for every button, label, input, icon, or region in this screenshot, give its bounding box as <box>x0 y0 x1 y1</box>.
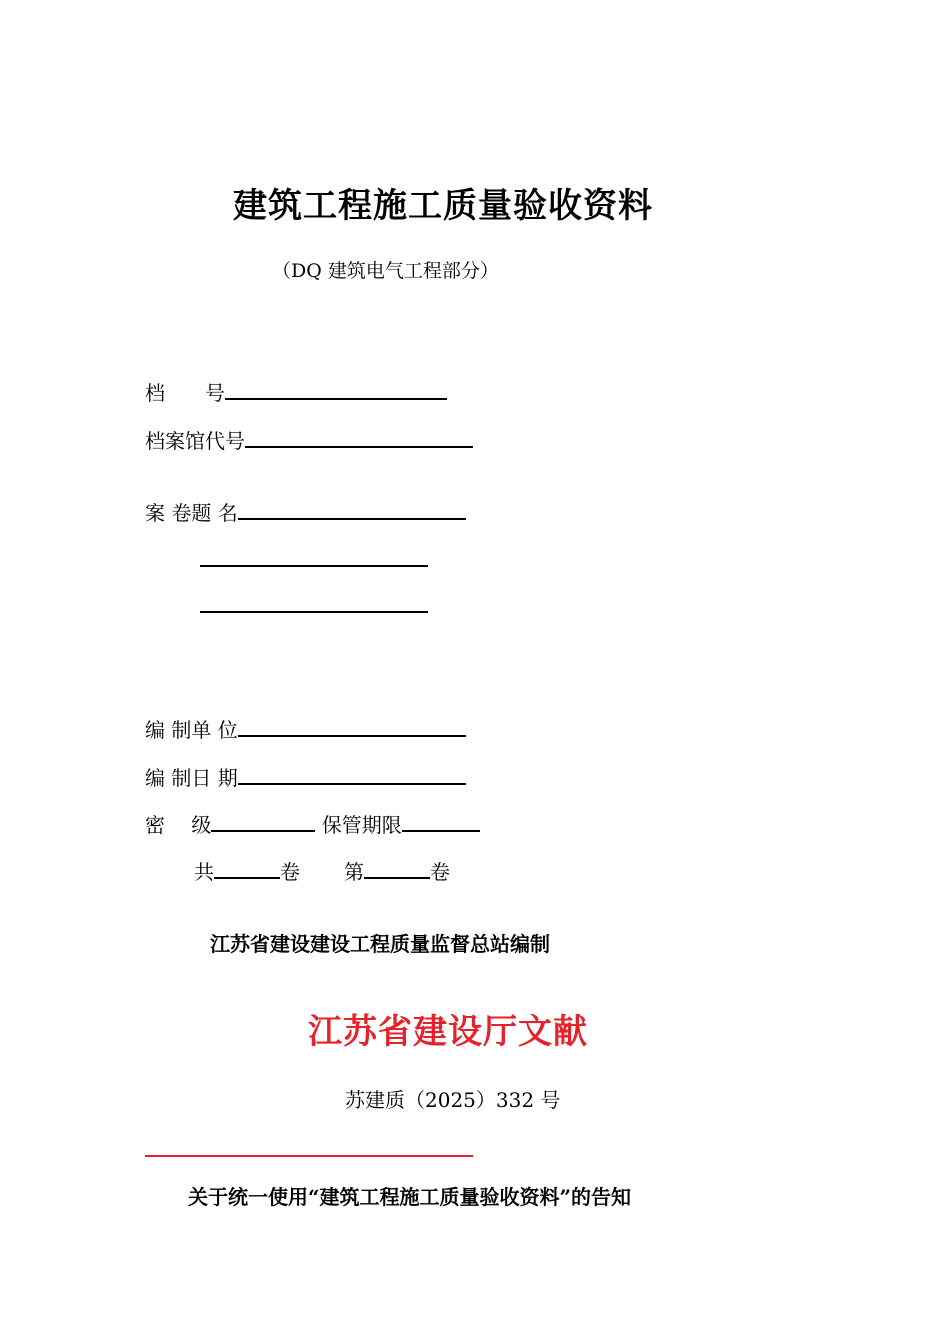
secret-level-row <box>145 808 480 839</box>
volume-title-blank-3 <box>200 611 428 613</box>
document-number: 苏建质（2025）332 号 <box>345 1088 561 1112</box>
secret-level-blank <box>211 808 315 832</box>
volume-title-blank-2 <box>200 565 428 567</box>
nth-blank <box>364 855 430 879</box>
volume-title-blank <box>238 496 466 520</box>
archive-number-label: 档 号 <box>145 381 225 405</box>
archive-number-blank <box>225 376 447 400</box>
archive-code-row <box>145 424 473 455</box>
volume-count-row <box>194 855 450 886</box>
retention-blank <box>402 808 480 832</box>
total-blank <box>214 855 280 879</box>
volume-label-1: 卷 <box>280 860 300 884</box>
archive-code-label: 档案馆代号 <box>145 429 245 453</box>
date-label: 编 制日 期 <box>145 766 238 790</box>
nth-label: 第 <box>344 860 364 884</box>
volume-title-label: 案 卷题 名 <box>145 501 238 525</box>
total-label: 共 <box>194 860 214 884</box>
retention-label: 保管期限 <box>321 813 402 837</box>
notice-title: 关于统一使用“建筑工程施工质量验收资料”的告知 <box>188 1185 632 1209</box>
volume-title-row <box>145 496 466 527</box>
document-subtitle: （DQ 建筑电气工程部分） <box>272 260 499 282</box>
archive-code-blank <box>245 424 473 448</box>
date-blank <box>238 761 466 785</box>
red-header-title: 江苏省建设厅文献 <box>308 1012 588 1052</box>
date-row <box>145 761 466 792</box>
secret-level-label: 密 级 <box>145 813 212 837</box>
red-divider <box>145 1155 473 1157</box>
compiler-row <box>145 713 466 744</box>
volume-label-2: 卷 <box>430 860 450 884</box>
archive-number-row <box>145 376 447 407</box>
compiler-label: 编 制单 位 <box>145 718 238 742</box>
compiler-blank <box>238 713 466 737</box>
compiling-organization: 江苏省建设建设工程质量监督总站编制 <box>210 932 550 956</box>
document-title: 建筑工程施工质量验收资料 <box>233 186 653 226</box>
